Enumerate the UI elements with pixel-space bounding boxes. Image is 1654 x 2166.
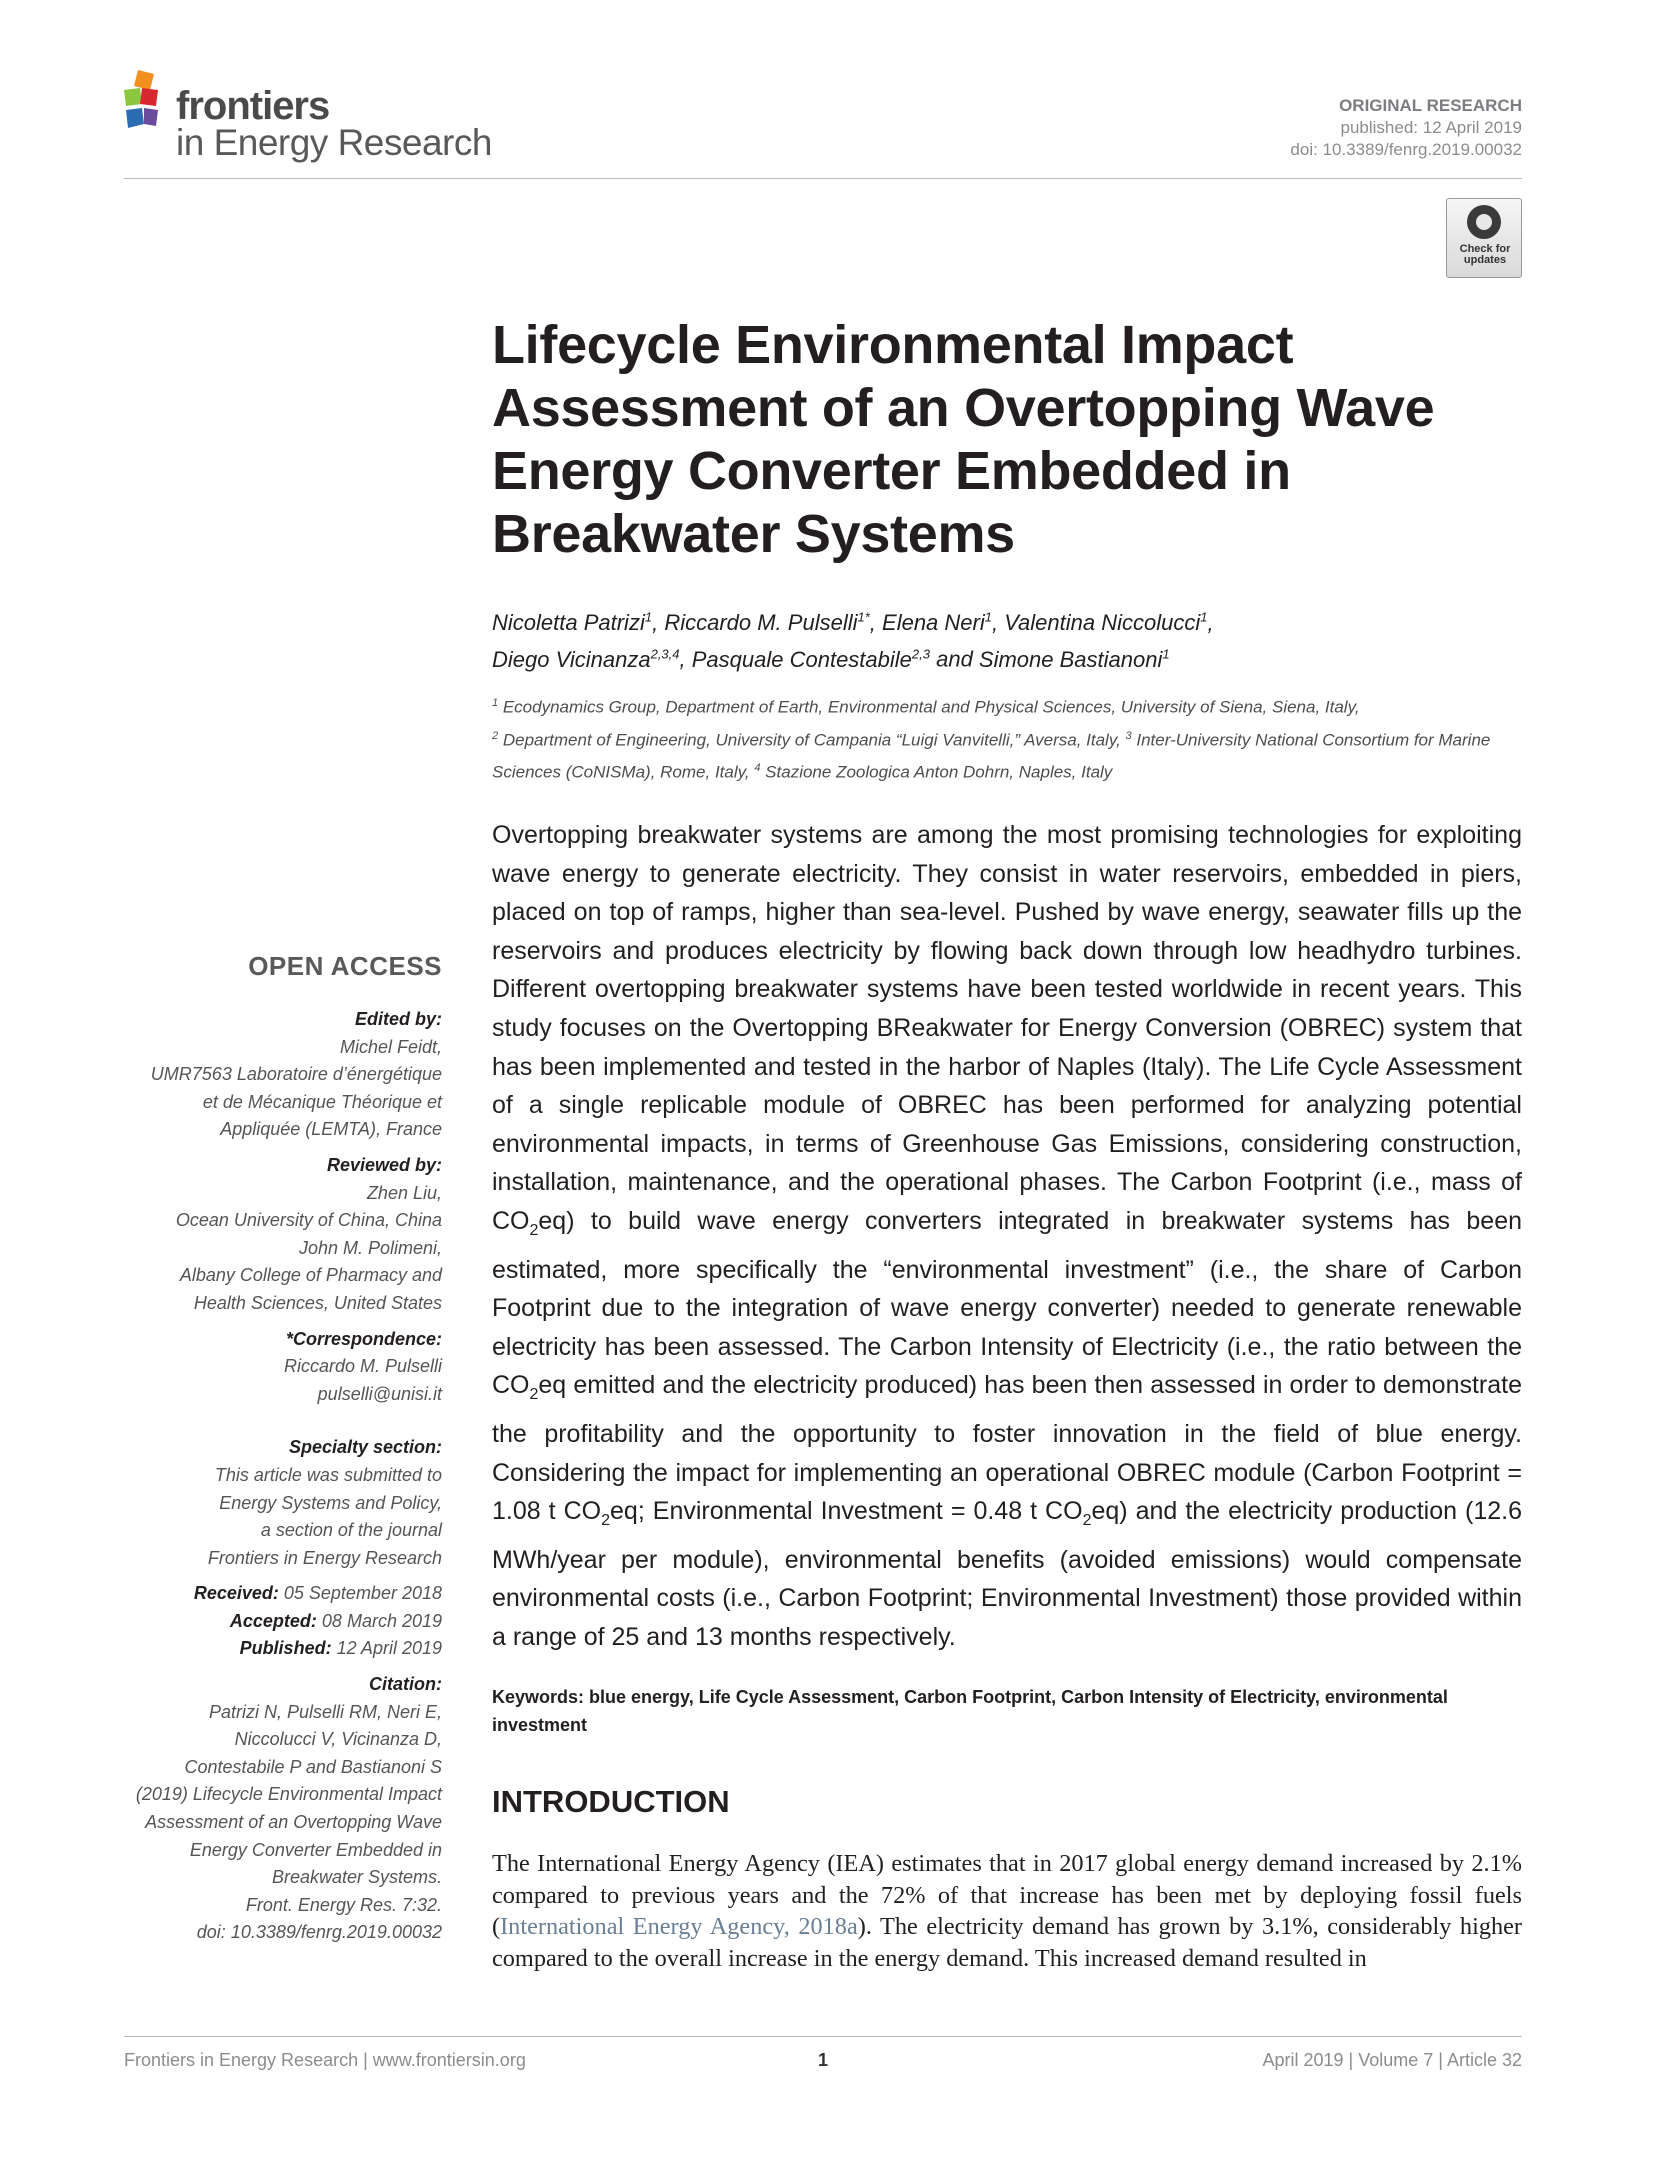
edited-by-label: Edited by: — [354, 1009, 442, 1029]
article-sidebar — [124, 948, 442, 1947]
citation-line: Breakwater Systems. — [271, 1867, 442, 1888]
editor-line: Appliquée (LEMTA), France — [220, 1119, 442, 1140]
specialty-line: Frontiers in Energy Research — [207, 1547, 442, 1568]
footer-divider — [124, 2036, 1522, 2037]
citation-line: Patrizi N, Pulselli RM, Neri E, — [208, 1701, 442, 1722]
correspondence-label: *Correspondence: — [285, 1328, 442, 1349]
reviewed-by-label: Reviewed by: — [326, 1154, 442, 1175]
author[interactable]: Simone Bastianoni$^1$ — [978, 646, 1170, 672]
keywords: Keywords: blue energy, Life Cycle Assessment, Carbon Footprint, Carbon Intensity of Electricity, environmental investment — [492, 1687, 1448, 1735]
brand-name: frontiers — [176, 84, 330, 128]
abstract: Overtopping breakwater systems are among the most promising technologies for exploiting wave energy to generate electricity. They consist in water reservoirs, embedded in piers, placed on top of ramps, higher than sea-level. Pushed by wave energy, seawater fills up the reservoirs and produces electricity by flowing back down through low headhydro turbines. Different overtopping breakwater systems have been tested worldwide in recent years. This study focuses on the Overtopping BReakwater for Energy Conversion (OBREC) system that has been implemented and tested in the harbor of Naples (Italy). The Life Cycle Assessment of a single replicable module of OBREC has been performed for analyzing potential environmental impacts, in terms of Greenhouse Gas Emissions, considering construction, installation, maintenance, and the operational phases. The Carbon Footprint (i.e., mass of $CO_2eq$) to build wave energy converters integrated in breakwater systems has been estimated, more specifically the “environmental investment” (i.e., the share of Carbon Footprint due to the integration of wave energy converter) needed to generate renewable electricity has been assessed. The Carbon Intensity of Electricity (i.e., the ratio between the $CO_2eq$ emitted and the electricity produced) has been then assessed in order to demonstrate the profitability and the opportunity to foster innovation in the field of blue energy. Considering the impact for implementing an operational OBREC module (Carbon Footprint = 1.08 t $CO_2eq$; Environmental Investment = 0.48 t $CO_2eq$) and the electricity production (12.6 MWh/year per module), environmental benefits (avoided emissions) would compensate environmental costs (i.e., Carbon Footprint; Environmental Investment) those provided within a range of 25 and 13 months respectively. — [492, 821, 1522, 1651]
article-type: ORIGINAL RESEARCH — [1339, 96, 1522, 115]
section-heading: INTRODUCTION — [492, 1784, 730, 1819]
header-divider — [124, 178, 1522, 179]
frontiers-logo-icon — [124, 70, 174, 132]
author-list: Nicoletta Patrizi$^1$, Riccardo M. Pulselli$^{1*}$, Elena Neri$^1$, Valentina Niccolucci$^1$, Diego Vicinanza$^{2,3,4}$, Pasquale Contestabile$^{2,3}$ and Simone Bastianoni$^1$ — [492, 610, 1214, 672]
author[interactable]: Elena Neri$^1$ — [882, 610, 992, 636]
citation-link[interactable]: International Energy Agency, 2018a — [500, 1913, 858, 1941]
author[interactable]: Nicoletta Patrizi$^1$ — [492, 610, 653, 636]
affiliation: $^1$ Ecodynamics Group, Department of Earth, Environmental and Physical Sciences, University of Siena, Siena, Italy, — [492, 697, 1360, 717]
article-title: Lifecycle Environmental Impact Assessment of an Overtopping Wave Energy Converter Embedded in Breakwater Systems — [492, 315, 1435, 564]
citation-line: (2019) Lifecycle Environmental Impact — [135, 1784, 442, 1805]
reviewer-line[interactable]: John M. Polimeni, — [298, 1237, 442, 1258]
author[interactable]: Pasquale Contestabile$^{2,3}$ — [691, 646, 930, 672]
check-for-updates-badge[interactable] — [1446, 198, 1522, 278]
reviewer-line: Albany College of Pharmacy and — [179, 1265, 442, 1286]
journal-name: in Energy Research — [176, 122, 492, 163]
citation-doi[interactable]: doi: 10.3389/fenrg.2019.00032 — [196, 1922, 442, 1943]
editor-line: UMR7563 Laboratoire d’énergétique — [150, 1064, 442, 1085]
citation-line: Niccolucci V, Vicinanza D, — [234, 1729, 442, 1750]
author[interactable]: Valentina Niccolucci$^1$ — [1004, 610, 1208, 636]
doi[interactable]: doi: 10.3389/fenrg.2019.00032 — [1290, 140, 1522, 159]
published-date-sidebar: Published: 12 April 2019 — [239, 1638, 442, 1659]
reviewer-line: Ocean University of China, China — [175, 1210, 442, 1231]
accepted-date: Accepted: 08 March 2019 — [229, 1610, 442, 1631]
correspondence-name: Riccardo M. Pulselli — [283, 1356, 442, 1377]
citation-line: Energy Converter Embedded in — [189, 1839, 442, 1860]
open-access-label: OPEN ACCESS — [248, 951, 442, 981]
author[interactable]: Riccardo M. Pulselli$^{1*}$ — [664, 610, 870, 636]
published-date: published: 12 April 2019 — [1340, 118, 1522, 137]
affiliations — [492, 689, 1532, 787]
introduction-paragraph: The International Energy Agency (IEA) estimates that in 2017 global energy demand increased by 2.1% compared to previous years and the 72% of that increase has been met by deploying fossil fuels (International Energy Agency, 2018a). The electricity demand has grown by 3.1%, considerably higher compared to the overall increase in the energy demand. This increased demand resulted in — [492, 1850, 1523, 1972]
correspondence-email[interactable]: pulselli@unisi.it — [317, 1383, 442, 1404]
received-date: Received: 05 September 2018 — [193, 1583, 442, 1604]
specialty-section-label: Specialty section: — [288, 1437, 442, 1458]
page-number: 1 — [818, 2050, 829, 2070]
reviewer-line: Health Sciences, United States — [193, 1292, 442, 1313]
editor-line: et de Mécanique Théorique et — [202, 1091, 442, 1112]
article-meta — [1290, 95, 1522, 161]
author[interactable]: Diego Vicinanza$^{2,3,4}$ — [492, 646, 680, 672]
citation-line: Front. Energy Res. 7:32. — [245, 1894, 442, 1915]
citation-label: Citation: — [369, 1674, 442, 1695]
citation-line: Assessment of an Overtopping Wave — [145, 1812, 442, 1833]
editor-line[interactable]: Michel Feidt, — [339, 1036, 442, 1057]
footer-journal-link[interactable]: Frontiers in Energy Research | www.frontiersin.org — [124, 2050, 526, 2070]
reviewer-line[interactable]: Zhen Liu, — [366, 1182, 442, 1203]
check-for-updates-label: Check for updates — [1459, 243, 1511, 266]
crossmark-icon — [1467, 205, 1501, 239]
citation-line: Contestabile P and Bastianoni S — [184, 1756, 442, 1777]
footer-issue-info: April 2019 | Volume 7 | Article 32 — [1262, 2050, 1522, 2070]
specialty-line: Energy Systems and Policy, — [219, 1492, 442, 1513]
affiliation: $^2$ Department of Engineering, University of Campania “Luigi Vanvitelli,” Aversa, Italy, $^3$ Inter-University National Consortium for Marine Sciences (CoNISMa), Rome, Italy, $^4$ Stazione Zoologica Anton Dohrn, Naples, Italy — [492, 729, 1491, 782]
specialty-line: a section of the journal — [260, 1520, 442, 1541]
specialty-line: This article was submitted to — [214, 1464, 442, 1485]
